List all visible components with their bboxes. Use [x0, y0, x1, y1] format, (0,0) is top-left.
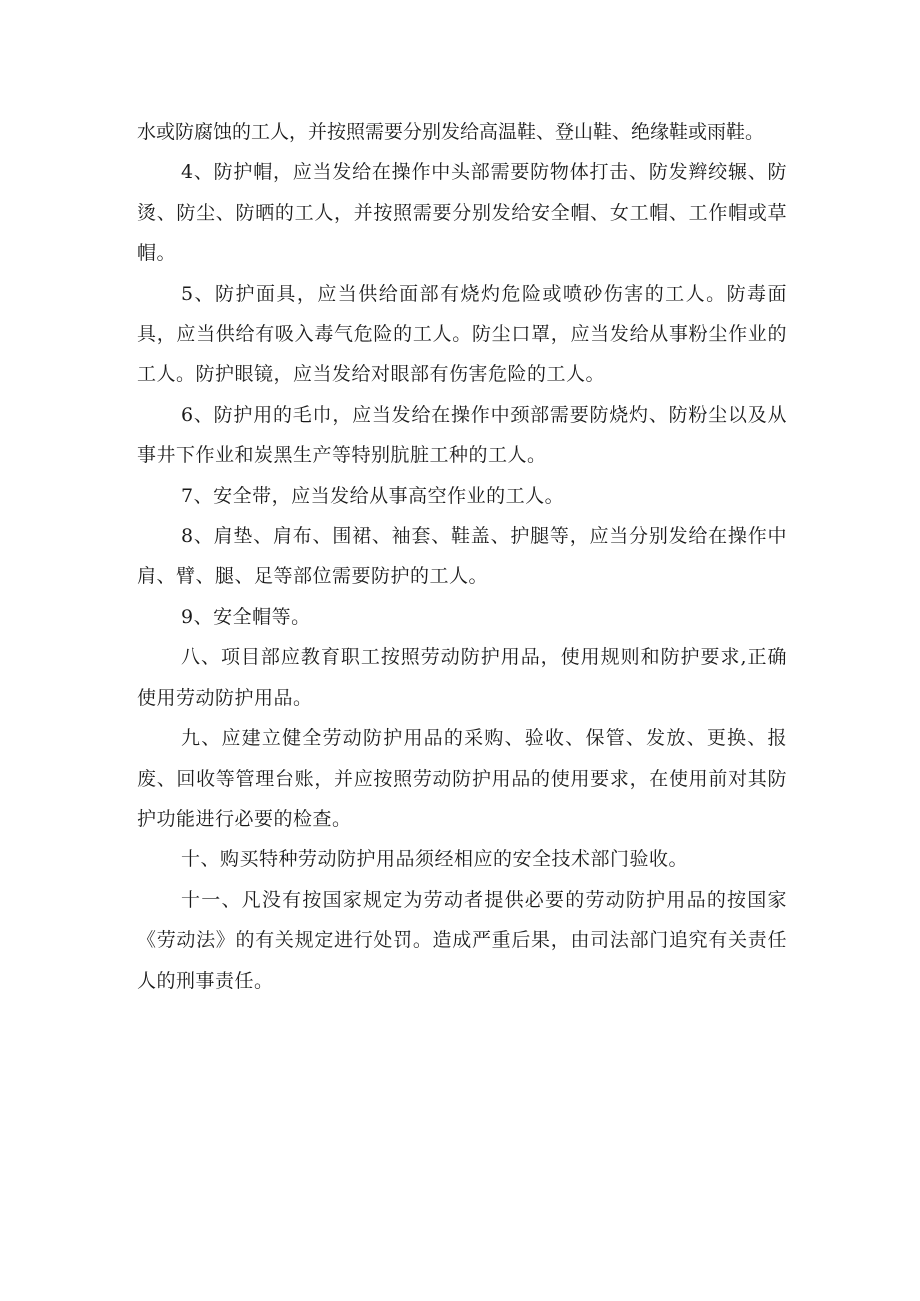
paragraph-section-10: 十、购买特种劳动防护用品须经相应的安全技术部门验收。 [181, 848, 689, 871]
paragraph-item-8-shoulder-pads: 8、肩垫、肩布、围裙、袖套、鞋盖、护腿等，应当分别发给在操作中肩、臂、腿、足等部位需要防护的工人。 [137, 525, 787, 588]
paragraph-item-5-mask: 5、防护面具，应当供给面部有烧灼危险或喷砂伤害的工人。防毒面具，应当供给有吸入毒气危险的工人。防尘口罩，应当发给从事粉尘作业的工人。防护眼镜，应当发给对眼部有伤害危险的工人。 [137, 282, 787, 386]
paragraph-section-9: 九、应建立健全劳动防护用品的采购、验收、保管、发放、更换、报废、回收等管理台账，并应按照劳动防护用品的使用要求，在使用前对其防护功能进行必要的检查。 [137, 727, 787, 830]
document-page [137, 112, 787, 1001]
paragraph-footwear-continuation: 水或防腐蚀的工人，并按照需要分别发给高温鞋、登山鞋、绝缘鞋或雨鞋。 [137, 121, 765, 143]
paragraph-item-6-towel: 6、防护用的毛巾，应当发给在操作中颈部需要防烧灼、防粉尘以及从事井下作业和炭黑生产等特别肮脏工种的工人。 [137, 403, 787, 467]
paragraph-item-4-helmet: 4、防护帽，应当发给在操作中头部需要防物体打击、防发辫绞辗、防烫、防尘、防晒的工人，并按照需要分别发给安全帽、女工帽、工作帽或草帽。 [137, 161, 787, 265]
paragraph-item-7-safety-belt: 7、安全带，应当发给从事高空作业的工人。 [181, 484, 565, 507]
paragraph-section-11: 十一、凡没有按国家规定为劳动者提供必要的劳动防护用品的按国家《劳动法》的有关规定进行处罚。造成严重后果，由司法部门追究有关责任人的刑事责任。 [137, 888, 787, 992]
paragraph-section-8: 八、项目部应教育职工按照劳动防护用品，使用规则和防护要求,正确使用劳动防护用品。 [137, 646, 787, 709]
paragraph-item-9-safety-helmet: 9、安全帽等。 [181, 605, 311, 628]
